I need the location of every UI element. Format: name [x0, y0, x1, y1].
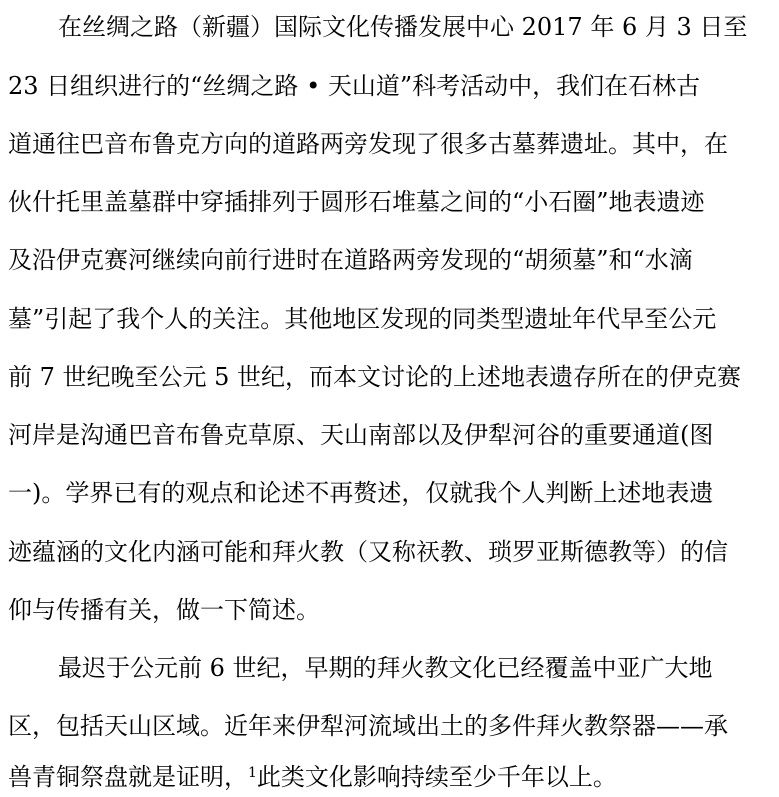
paragraph-2-line-3 — [8, 757, 772, 797]
paragraph-1-line-4: 伙什托里盖墓群中穿插排列于圆形石堆墓之间的“小石圈”地表遗迹 — [8, 188, 705, 216]
footnote-marker: 1 — [248, 765, 257, 781]
paragraph-1-line-8: 河岸是沟通巴音布鲁克草原、天山南部以及伊犁河谷的重要通道(图 — [8, 421, 714, 449]
paragraph-2-line-1: 最迟于公元前 6 世纪，早期的拜火教文化已经覆盖中亚广大地 — [58, 654, 713, 682]
paragraph-1-line-5: 及沿伊克赛河继续向前行进时在道路两旁发现的“胡须墓”和“水滴 — [8, 246, 693, 274]
paragraph-1-line-11: 仰与传播有关，做一下简述。 — [8, 596, 320, 624]
paragraph-1-line-3: 道通往巴音布鲁克方向的道路两旁发现了很多古墓葬遗址。其中，在 — [8, 130, 728, 158]
paragraph-1-line-2: 23 日组织进行的“丝绸之路 • 天山道”科考活动中，我们在石林古 — [8, 72, 701, 100]
paragraph-1-line-6: 墓”引起了我个人的关注。其他地区发现的同类型遗址年代早至公元 — [8, 305, 717, 333]
paragraph-1-line-10: 迹蕴涵的文化内涵可能和拜火教（又称祆教、琐罗亚斯德教等）的信 — [8, 538, 728, 566]
paragraph-1-line-1: 在丝绸之路（新疆）国际文化传播发展中心 2017 年 6 月 3 日至 — [58, 13, 748, 41]
paragraph-1-line-9: 一)。学界已有的观点和论述不再赘述，仅就我个人判断上述地表遗 — [8, 479, 714, 507]
paragraph-2-line-3-text-after: 此类文化影响持续至少千年以上。 — [256, 763, 617, 791]
paragraph-2-line-3-text-before: 兽青铜祭盘就是证明， — [8, 763, 248, 791]
paragraph-1-line-7: 前 7 世纪晚至公元 5 世纪，而本文讨论的上述地表遗存所在的伊克赛 — [8, 363, 742, 391]
paragraph-2-line-2: 区，包括天山区域。近年来伊犁河流域出土的多件拜火教祭器——承 — [8, 712, 728, 740]
